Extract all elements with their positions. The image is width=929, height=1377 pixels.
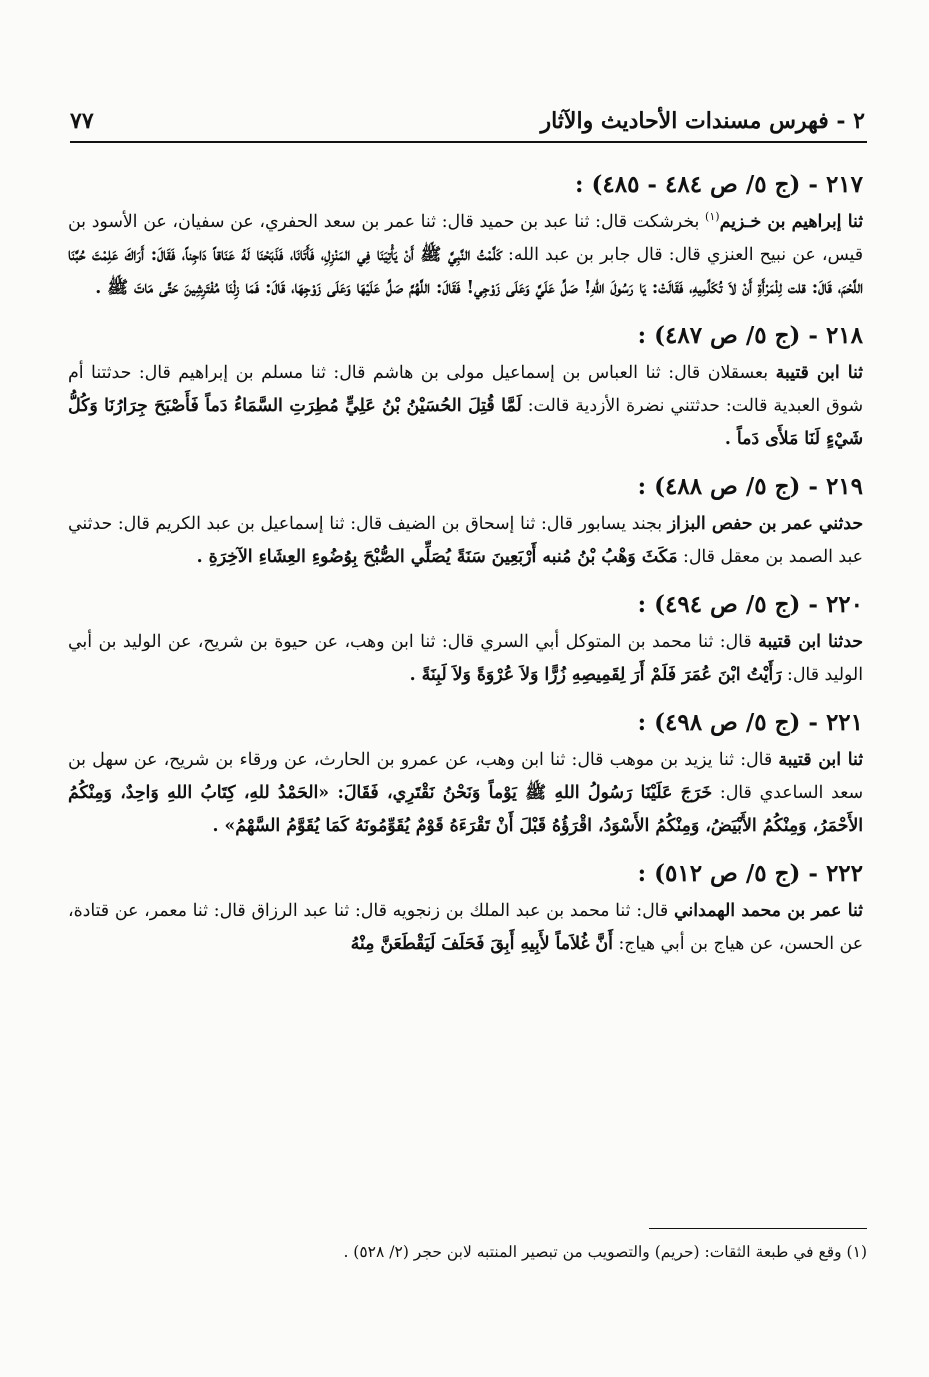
narrator-name: ثنا ابن قتيبة: [778, 750, 864, 770]
isnad-text: بجند يسابور قال: ثنا إسحاق بن الضيف قال: ثنا إسماعيل بن عبد الكريم قال: حدثني عبد الصمد بن معقل قال:: [68, 514, 863, 567]
isnad-text: قال: ثنا محمد بن المتوكل أبي السري قال: ثنا ابن وهب، عن حيوة بن شريح، عن الوليد بن أبي الوليد قال:: [68, 632, 863, 685]
entry-body: [68, 508, 863, 574]
entry-221: [68, 706, 863, 843]
entry-219: [68, 470, 863, 574]
narrator-name: ثنا عمر بن محمد الهمداني: [673, 901, 863, 921]
entry-heading: ٢٢٢ - (ج ٥/ ص ٥١٢) :: [637, 860, 863, 887]
entry-body: [68, 357, 863, 456]
narrator-name: ثنا ابن قتيبة: [775, 363, 863, 383]
entry-body: [68, 626, 863, 692]
hadith-text: لَمَّا قُتِلَ الحُسَيْنُ بْنُ عَلِيٍّ مُطِرَتِ السَّمَاءُ دَماً فَأَصْبَحَ جِرَارُنَا وَكُلُّ شَيْءٍ لَنَا مَلأَى دَماً .: [68, 396, 863, 449]
footnote: (١) وقع في طبعة الثقات: (حريم) والتصويب من تبصير المنتبه لابن حجر (٢/ ٥٢٨) .: [343, 1243, 867, 1261]
isnad-text: بعسقلان قال: ثنا العباس بن إسماعيل مولى بن هاشم قال: ثنا مسلم بن إبراهيم قال: حدثتنا أم شوق العبدية قالت: حدثتني نضرة الأزدية قالت:: [68, 363, 863, 416]
entry-heading: ٢١٩ - (ج ٥/ ص ٤٨٨) :: [637, 473, 863, 500]
hadith-text: خَرَجَ عَلَيْنَا رَسُولُ اللهِ ﷺ يَوْماً وَنَحْنُ نَقْتَرِي، فَقَالَ: «الحَمْدُ للهِ، كِتَابُ اللهِ وَاحِدٌ، وَمِنْكُمُ الأَحْمَرُ، وَمِنْكُمُ الأَبْيَضُ، وَمِنْكُمُ الأَسْوَدُ، اقْرَؤُهُ قَبْلَ أَنْ تَقْرَءَهُ قَوْمٌ يُقَوِّمُونَهُ كَمَا يُقَوَّمُ السَّهْمُ» .: [68, 783, 863, 836]
header-rule: [70, 141, 867, 143]
entry-217: [68, 168, 863, 305]
entry-heading: ٢٢١ - (ج ٥/ ص ٤٩٨) :: [637, 709, 863, 736]
entry-220: [68, 588, 863, 692]
footnote-rule: [649, 1228, 867, 1229]
entry-body: [68, 744, 863, 843]
page-header: [70, 104, 865, 142]
main-text: [68, 168, 863, 975]
footnote-reference: (١): [705, 210, 720, 224]
entry-heading: ٢١٧ - (ج ٥/ ص ٤٨٤ - ٤٨٥) :: [574, 171, 863, 198]
running-title: ٢ - فهرس مسندات الأحاديث والآثار: [540, 108, 865, 134]
isnad-text: قال: ثنا محمد بن عبد الملك بن زنجويه قال: ثنا عبد الرزاق قال: ثنا معمر، عن قتادة، عن الحسن، عن هياج بن أبي هياج:: [68, 901, 863, 954]
entry-222: [68, 857, 863, 961]
hadith-text: رَأَيْتُ ابْنَ عُمَرَ فَلَمْ أَرَ لِقَمِيصِهِ زُرًّا وَلاَ عُرْوَةً وَلاَ لَبِنَةً .: [409, 665, 782, 685]
narrator-name: حدثنا ابن قتيبة: [758, 632, 863, 652]
entry-heading: ٢٢٠ - (ج ٥/ ص ٤٩٤) :: [637, 591, 863, 618]
hadith-text: مَكَثَ وَهْبُ بْنُ مُنبه أَرْبَعِينَ سَنَةً يُصَلِّي الصُّبْحَ بِوُضُوءِ العِشَاءِ الآخِرَةِ .: [196, 547, 678, 567]
narrator-name: حدثني عمر بن حفص البزاز: [667, 514, 864, 534]
isnad-text: بخرشكت قال: ثنا عبد بن حميد قال: ثنا عمر بن سعد الحفري، عن سفيان، عن الأسود بن قيس، عن نبيح العنزي قال: قال جابر بن عبد الله:: [68, 212, 863, 265]
hadith-text: كَلَّمْتُ النَّبِيَّ ﷺ أَنْ يَأْتِيَنَا فِي المَنْزِلِ، فَأَتَانَا، فَذَبَحْنَا لَهُ عَنَاقاً دَاجِناً، فَقَالَ: أَرَاكَ عَلِمْتَ حُبَّنَا اللَّحْمَ، قَالَ: قلت لِلْمَرْأَةِ أَنْ لاَ تُكَلِّمِيهِ، فَقَالَتْ: يَا رَسُولَ اللهِ! صَلِّ عَلَيَّ وَعَلَى زَوْجِي! فَقَالَ: اللَّهُمَّ صَلِّ عَلَيْهَا وَعَلَى زَوْجِهَا، قَالَ: فَمَا زِلْنَا مُفْتَرِشِينَ حَتَّى مَاتَ ﷺ .: [68, 245, 863, 298]
entry-heading: ٢١٨ - (ج ٥/ ص ٤٨٧) :: [637, 322, 863, 349]
narrator-name: ثنا إبراهيم بن خـزيم: [719, 212, 863, 232]
isnad-text: قال: ثنا يزيد بن موهب قال: ثنا ابن وهب، عن عمرو بن الحارث، عن ورقاء بن شريح، عن سهل بن سعد الساعدي قال:: [68, 750, 864, 803]
hadith-text: أَنَّ غُلاَماً لأَبِيهِ أَبِقَ فَحَلَفَ لَيَقْطَعَنَّ مِنْهُ: [350, 934, 613, 954]
entry-body: [68, 895, 863, 961]
entry-218: [68, 319, 863, 456]
entry-body: [68, 206, 863, 305]
page-number: ٧٧: [70, 108, 94, 134]
